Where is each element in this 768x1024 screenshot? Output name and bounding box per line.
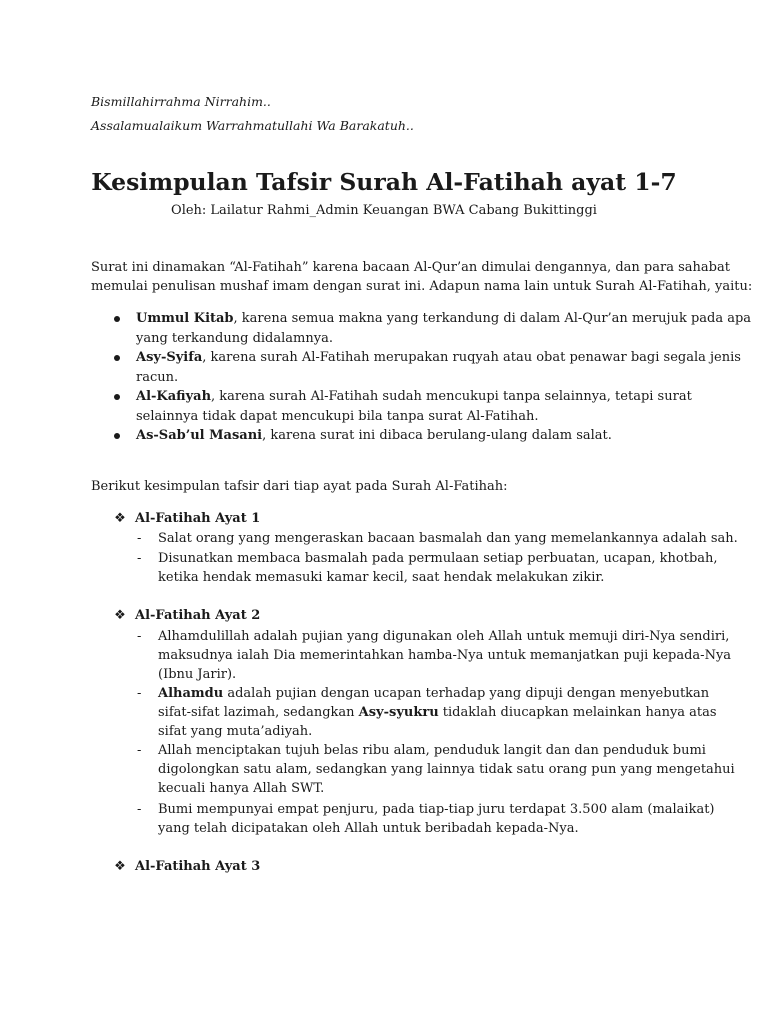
document-subtitle: Oleh: Lailatur Rahmi_Admin Keuangan BWA Cabang Bukittinggi [171, 203, 597, 218]
intro-line-2: memulai penulisan mushaf imam dengan surat ini. Adapun nama lain untuk Surah Al-Fatihah, yaitu: [91, 279, 753, 294]
term: Asy-Syifa [136, 350, 203, 365]
term: Alhamdu [158, 686, 224, 701]
dash-icon: - [137, 802, 142, 817]
section-heading: ❖ Al-Fatihah Ayat 2 [114, 608, 261, 623]
dash-icon: - [137, 686, 142, 701]
intro-line-1: Surat ini dinamakan “Al-Fatihah” karena bacaan Al-Qur’an dimulai dengannya, dan para sahabat [91, 260, 730, 275]
greeting-line-1: Bismillahirrahma Nirrahim.. [91, 94, 271, 109]
dash-icon: - [137, 551, 142, 566]
term: As-Sab’ul Masani [136, 428, 263, 443]
intro-paragraph [91, 258, 753, 296]
section-heading: ❖ Al-Fatihah Ayat 1 [114, 511, 261, 526]
conclusion-intro: Berikut kesimpulan tafsir dari tiap ayat pada Surah Al-Fatihah: [91, 479, 508, 494]
term: Ummul Kitab [136, 311, 234, 326]
bullet-icon [114, 316, 120, 322]
bullet-icon [114, 394, 120, 400]
diamond-bullet-icon: ❖ [114, 859, 126, 874]
document-page: Bismillahirrahma Nirrahim.. Assalamualaikum Warrahmatullahi Wa Barakatuh.. Kesimpulan Tafsir Surah Al-Fatihah ayat 1-7 Oleh: Lailatur Rahmi_Admin Keuangan BWA Cabang Bukittinggi Surat ini dinamakan “Al-Fatihah” karena bacaan Al-Qur’an dimulai dengannya, dan para sahabat memulai penulisan mushaf imam dengan surat ini. Adapun nama lain untuk Surah Al-Fatihah, yaitu: Ummul Kitab, karena semua makna yang terkandung di dalam Al-Qur’an merujuk pada apa yang terkandung didalamnya. Asy-Syifa, karena surah Al-Fatihah merupakan ruqyah atau obat penawar bagi segala jenis racun. Al-Kafiyah, karena surah Al-Fatihah sudah mencukupi tanpa selainnya, tetapi surat selainnya tidak dapat mencukupi bila tanpa surat Al-Fatihah. As-Sab’ul Masani, karena surat ini dibaca berulang-ulang dalam salat. Berikut kesimpulan tafsir dari tiap ayat pada Surah Al-Fatihah: ❖ Al-Fatihah Ayat 1 - Salat orang yang mengeraskan bacaan basmalah dan yang memelankannya adalah sah. - Disunatkan membaca basmalah pada permulaan setiap perbuatan, ucapan, khotbah, ketika hendak memasuki kamar kecil, saat hendak melakukan zikir. ❖ Al-Fatihah Ayat 2 - Alhamdulillah adalah pujian yang digunakan oleh Allah untuk memuji diri-Nya sendiri, maksudnya ialah Dia memerintahkan hamba-Nya untuk memanjatkan puji kepada-Nya (Ibnu Jarir). - Alhamdu adalah pujian dengan ucapan terhadap yang dipuji dengan menyebutkan sifat-sifat lazimah, sedangkan Asy-syukru tidaklah diucapkan melainkan hanya atas sifat yang muta’adiyah. - Allah menciptakan tujuh belas ribu alam, penduduk langit dan dan penduduk bumi digolongkan satu alam, sedangkan yang lainnya tidak satu orang pun yang mengetahui kecuali hanya Allah SWT. - Bumi mempunyai empat penjuru, pada tiap-tiap juru terdapat 3.500 alam (malaikat) yang telah dicipatakan oleh Allah untuk beribadah kepada-Nya. ❖ Al-Fatihah Ayat 3 [0, 0, 768, 1024]
greeting-line-2: Assalamualaikum Warrahmatullahi Wa Barakatuh.. [91, 118, 414, 133]
document-title: Kesimpulan Tafsir Surah Al-Fatihah ayat 1-7 [91, 168, 677, 196]
section-heading: ❖ Al-Fatihah Ayat 3 [114, 859, 261, 874]
bullet-icon [114, 433, 120, 439]
diamond-bullet-icon: ❖ [114, 511, 126, 526]
bullet-icon [114, 355, 120, 361]
dash-icon: - [137, 743, 142, 758]
term: Asy-syukru [358, 705, 439, 720]
diamond-bullet-icon: ❖ [114, 608, 126, 623]
dash-icon: - [137, 629, 142, 644]
term: Al-Kafiyah [136, 389, 212, 404]
dash-icon: - [137, 531, 142, 546]
